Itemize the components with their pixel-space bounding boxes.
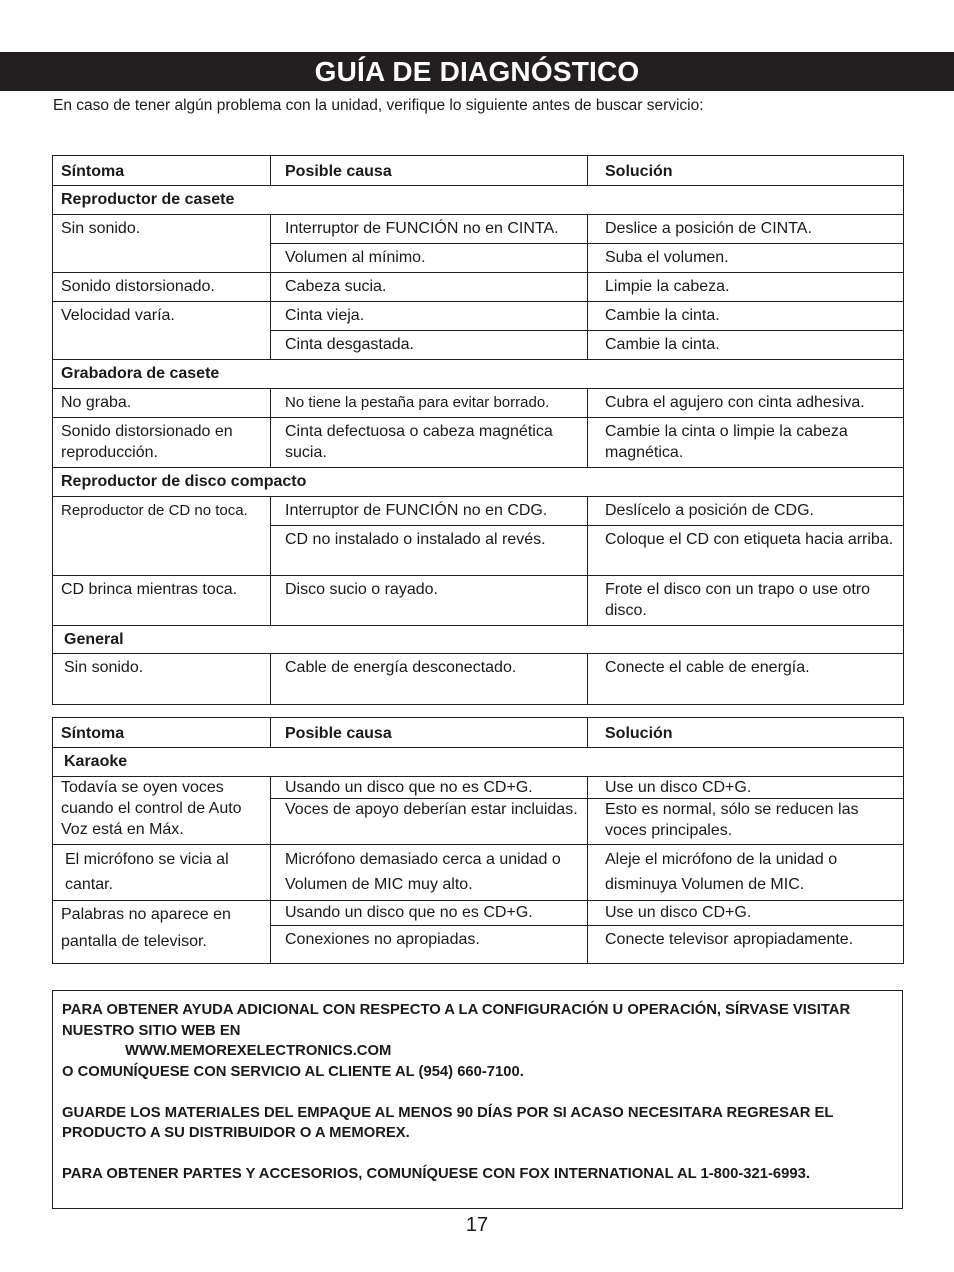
table-header-row [53,156,904,186]
table-row [53,901,904,926]
solution-header: Solución [588,718,904,748]
cause-cell: Voces de apoyo deberían estar incluidas. [271,799,588,845]
solution-cell: Aleje el micrófono de la unidad o disminuya Volumen de MIC. [588,845,904,901]
website-link[interactable]: WWW.MEMOREXELECTRONICS.COM [125,1043,392,1059]
table-row [53,273,904,302]
table-row [53,845,904,901]
table-row [53,777,904,799]
solution-cell: Esto es normal, sólo se reducen las voces principales. [588,799,904,845]
cause-cell: Usando un disco que no es CD+G. [271,777,588,799]
solution-cell: Deslícelo a posición de CDG. [588,497,904,526]
symptom-cell: Palabras no aparece en pantalla de televisor. [53,901,271,964]
solution-cell: Conecte el cable de energía. [588,654,904,705]
cause-cell: Micrófono demasiado cerca a unidad o Volumen de MIC muy alto. [271,845,588,901]
symptom-cell: Sonido distorsionado en reproducción. [53,418,271,468]
section-title-general: General [53,626,904,654]
symptom-cell: CD brinca mientras toca. [53,576,271,626]
section-row [53,626,904,654]
table-row [53,576,904,626]
section-row [53,186,904,215]
section-row [53,468,904,497]
cause-cell: Usando un disco que no es CD+G. [271,901,588,926]
solution-cell: Use un disco CD+G. [588,901,904,926]
solution-cell: Conecte televisor apropiadamente. [588,926,904,964]
section-title-cd-player: Reproductor de disco compacto [53,468,904,497]
cause-cell: Cinta defectuosa o cabeza magnética sucia. [271,418,588,468]
solution-cell: Limpie la cabeza. [588,273,904,302]
solution-cell: Use un disco CD+G. [588,777,904,799]
cause-cell: Conexiones no apropiadas. [271,926,588,964]
solution-cell: Cubra el agujero con cinta adhesiva. [588,389,904,418]
solution-cell: Cambie la cinta o limpie la cabeza magnética. [588,418,904,468]
solution-cell: Deslice a posición de CINTA. [588,215,904,244]
section-title-karaoke: Karaoke [53,748,904,777]
support-info-box [52,990,903,1209]
cause-cell: Disco sucio o rayado. [271,576,588,626]
cause-header: Posible causa [271,718,588,748]
table-header-row [53,718,904,748]
solution-header: Solución [588,156,904,186]
help-paragraph [62,1000,894,1082]
cause-header: Posible causa [271,156,588,186]
table-row [53,497,904,526]
symptom-cell: Todavía se oyen voces cuando el control de Auto Voz está en Máx. [53,777,271,845]
section-row [53,748,904,777]
solution-cell: Cambie la cinta. [588,302,904,331]
troubleshooting-table-2 [52,717,904,964]
section-row [53,360,904,389]
packaging-paragraph: GUARDE LOS MATERIALES DEL EMPAQUE AL MENOS 90 DÍAS POR SI ACASO NECESITARA REGRESAR EL PRODUCTO A SU DISTRIBUIDOR O A MEMOREX. [62,1104,834,1141]
table-row [53,215,904,244]
cause-cell: Volumen al mínimo. [271,244,588,273]
symptom-cell: Velocidad varía. [53,302,271,360]
table-row [53,389,904,418]
table-row [53,654,904,705]
symptom-header: Síntoma [53,156,271,186]
cause-cell: Cinta desgastada. [271,331,588,360]
cause-cell: Cabeza sucia. [271,273,588,302]
symptom-cell: El micrófono se vicia al cantar. [53,845,271,901]
cause-cell: Interruptor de FUNCIÓN no en CDG. [271,497,588,526]
table-row [53,418,904,468]
symptom-header: Síntoma [53,718,271,748]
symptom-cell: Sin sonido. [53,654,271,705]
troubleshooting-table-1 [52,155,904,705]
symptom-cell: Sin sonido. [53,215,271,273]
solution-cell: Cambie la cinta. [588,331,904,360]
page-number: 17 [465,1214,489,1236]
symptom-cell: Sonido distorsionado. [53,273,271,302]
page-title: GUÍA DE DIAGNÓSTICO [0,52,954,91]
solution-cell: Coloque el CD con etiqueta hacia arriba. [588,526,904,576]
intro-text: En caso de tener algún problema con la unidad, verifique lo siguiente antes de buscar servicio: [53,97,704,114]
cause-cell: No tiene la pestaña para evitar borrado. [271,389,588,418]
cause-cell: CD no instalado o instalado al revés. [271,526,588,576]
section-title-cassette-player: Reproductor de casete [53,186,904,215]
cause-cell: Cinta vieja. [271,302,588,331]
solution-cell: Frote el disco con un trapo o use otro disco. [588,576,904,626]
parts-paragraph: PARA OBTENER PARTES Y ACCESORIOS, COMUNÍQUESE CON FOX INTERNATIONAL AL 1-800-321-6993. [62,1166,810,1182]
phone-text: O COMUNÍQUESE CON SERVICIO AL CLIENTE AL (954) 660-7100. [62,1063,524,1080]
table-row [53,302,904,331]
solution-cell: Suba el volumen. [588,244,904,273]
help-text: PARA OBTENER AYUDA ADICIONAL CON RESPECTO A LA CONFIGURACIÓN U OPERACIÓN, SÍRVASE VISITAR NUESTRO SITIO WEB EN [62,1002,851,1039]
symptom-cell: Reproductor de CD no toca. [53,497,271,576]
cause-cell: Cable de energía desconectado. [271,654,588,705]
symptom-cell: No graba. [53,389,271,418]
cause-cell: Interruptor de FUNCIÓN no en CINTA. [271,215,588,244]
section-title-cassette-recorder: Grabadora de casete [53,360,904,389]
